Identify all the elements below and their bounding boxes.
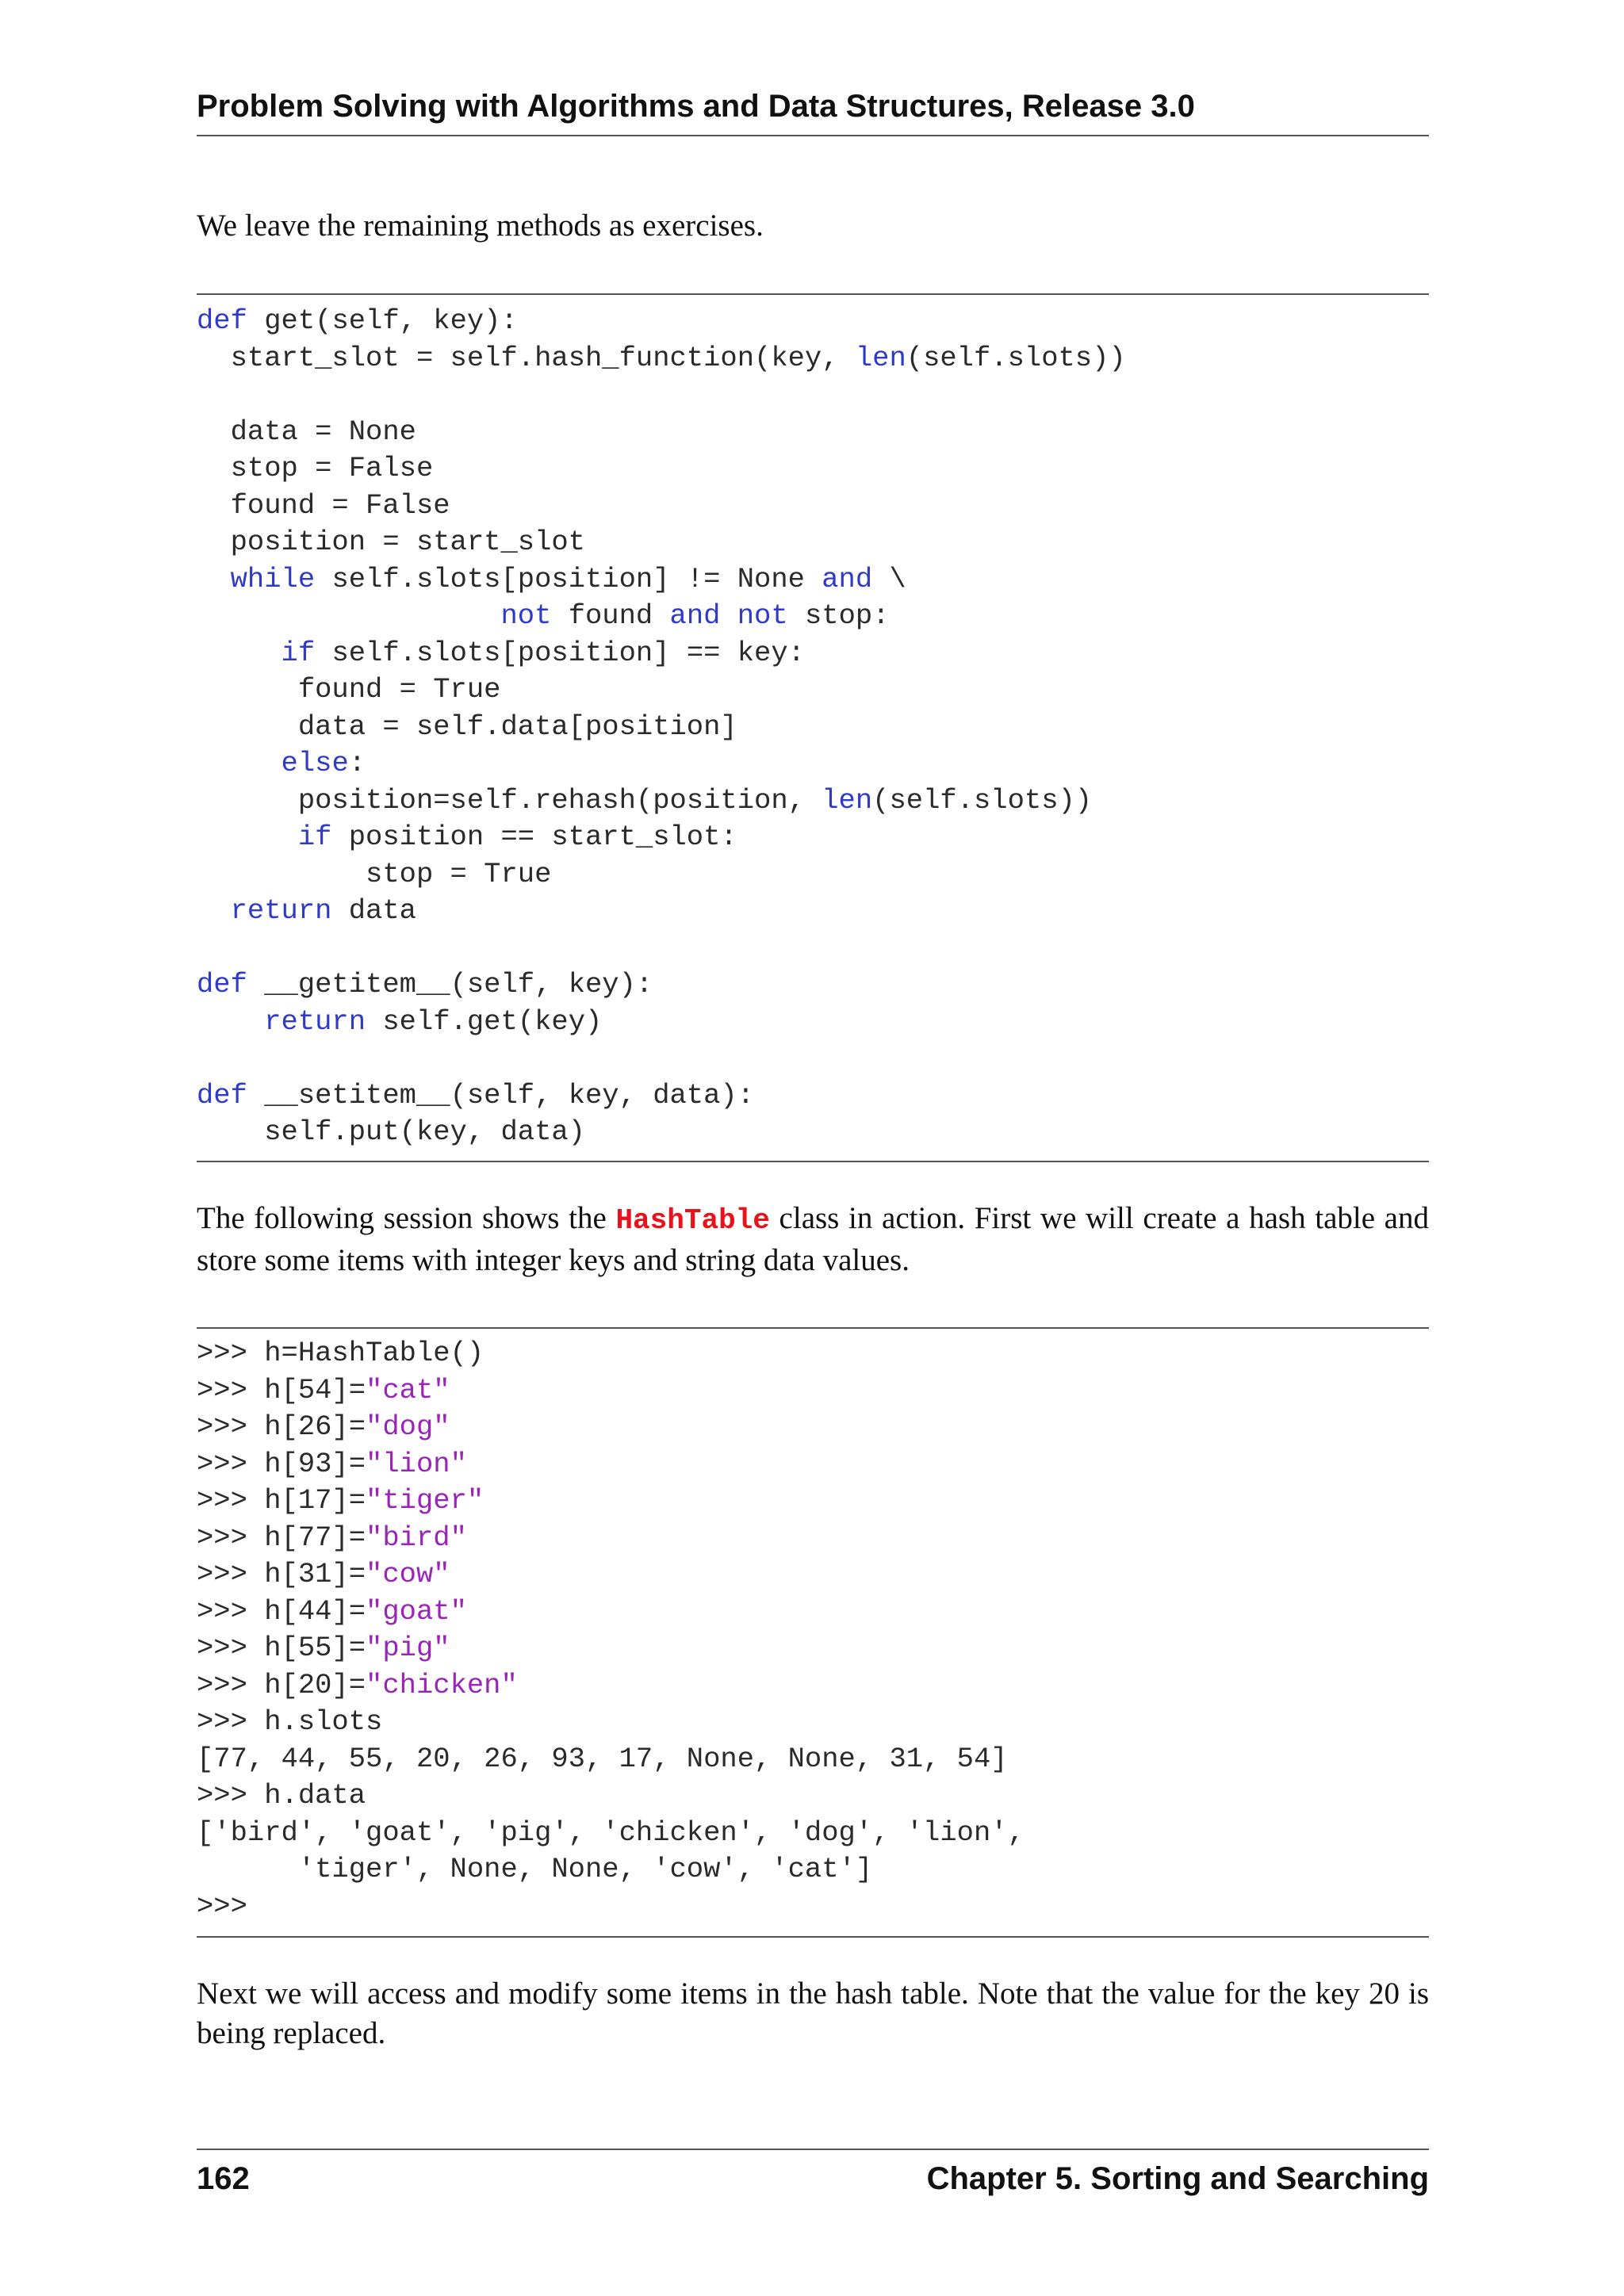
code-line	[197, 1004, 602, 1041]
code-text: >>> h[44]=	[197, 1594, 366, 1628]
session-intro-text-a: The following session shows the	[197, 1201, 616, 1235]
code-line	[197, 1741, 1008, 1778]
code-line	[197, 966, 653, 1004]
code-text: >>> h[77]=	[197, 1521, 366, 1554]
code-text: position = start_slot	[197, 526, 585, 558]
code-text	[197, 563, 231, 595]
code-text: >>> h[17]=	[197, 1484, 366, 1517]
code-text: >>> h[93]=	[197, 1447, 366, 1480]
code-text: data = self.data[position]	[197, 710, 737, 743]
code-text: >>> h.data	[197, 1779, 366, 1812]
code-string: "cat"	[366, 1373, 450, 1406]
code-text: stop = True	[197, 857, 552, 890]
code-text: start_slot = self.hash_function(key,	[197, 341, 856, 374]
code-keyword: len	[855, 341, 906, 374]
code-keyword: return	[230, 894, 332, 927]
code-text: >>> h.slots	[197, 1705, 383, 1738]
code-text: data	[331, 894, 416, 927]
code-line	[197, 1114, 585, 1151]
code-line	[197, 709, 737, 746]
running-header-title: Problem Solving with Algorithms and Data Structures, Release 3.0	[197, 89, 1195, 124]
code-keyword: not	[500, 599, 552, 632]
code-line	[197, 450, 433, 488]
code-keyword: and	[669, 599, 721, 632]
footer-chapter-title: Chapter 5. Sorting and Searching	[926, 2161, 1429, 2196]
code-text	[197, 747, 282, 779]
code-line	[197, 1851, 872, 1888]
code-line	[197, 488, 450, 525]
code-line	[197, 1815, 1025, 1852]
code-line	[197, 1520, 467, 1557]
code-line	[197, 635, 805, 672]
code-line	[197, 893, 416, 930]
code-line	[197, 561, 906, 599]
footer-rule	[197, 2149, 1429, 2150]
code-keyword: else	[281, 747, 349, 779]
header-rule	[197, 135, 1429, 136]
code-line	[197, 1704, 382, 1741]
code-text: >>>	[197, 1889, 247, 1923]
code-string: "dog"	[366, 1410, 450, 1443]
code-text: position == start_slot:	[331, 821, 737, 853]
code-block-get-getitem-setitem	[197, 303, 1429, 1159]
code-keyword: return	[264, 1004, 366, 1038]
code-text	[197, 637, 282, 669]
code-text: __setitem__(self, key, data):	[247, 1078, 755, 1112]
code-line	[197, 1409, 450, 1446]
code-line	[197, 1888, 247, 1926]
code-line	[197, 340, 1126, 377]
code-line	[197, 1372, 450, 1410]
code-text: self.get(key)	[366, 1004, 603, 1038]
code-line	[197, 1335, 484, 1372]
code-text: self.slots[position] != None	[315, 562, 822, 595]
code-string: "chicken"	[366, 1668, 518, 1701]
code-text	[197, 599, 500, 632]
code-text: found = True	[197, 673, 501, 706]
page-number: 162	[197, 2161, 250, 2196]
code-text: self.slots[position] == key:	[315, 636, 805, 669]
code-text: >>> h=HashTable()	[197, 1337, 485, 1369]
code-line	[197, 524, 585, 561]
code-text: stop = False	[197, 452, 434, 484]
inline-code-hashtable: HashTable	[615, 1204, 770, 1237]
code-text: found = False	[197, 488, 450, 522]
code-text: data = None	[197, 415, 416, 448]
code-text: __getitem__(self, key):	[247, 968, 653, 1001]
code-text: \	[872, 562, 906, 595]
code-keyword: if	[297, 821, 332, 853]
code-line	[197, 819, 737, 856]
code-text	[197, 821, 298, 853]
code-text: (self.slots))	[906, 341, 1126, 374]
code-block-1-top-rule	[197, 293, 1429, 295]
code-keyword: len	[822, 783, 873, 817]
code-text: found	[551, 599, 670, 632]
code-block-2-top-rule	[197, 1327, 1429, 1329]
code-keyword: not	[737, 599, 788, 632]
code-string: "pig"	[366, 1632, 450, 1664]
code-text: get(self, key):	[247, 304, 518, 337]
code-line	[197, 1630, 450, 1667]
intro-paragraph: We leave the remaining methods as exercises.	[197, 209, 764, 243]
code-block-2-bottom-rule	[197, 1936, 1429, 1938]
code-text: position=self.rehash(position,	[197, 783, 822, 817]
code-line	[197, 1777, 366, 1815]
code-line	[197, 783, 1092, 820]
code-keyword: def	[197, 968, 247, 1001]
code-keyword: def	[197, 1078, 247, 1112]
code-text: (self.slots))	[872, 783, 1093, 817]
code-string: "bird"	[366, 1521, 467, 1554]
code-text: >>> h[54]=	[197, 1373, 366, 1406]
code-line	[197, 1446, 467, 1483]
code-line	[197, 598, 890, 635]
code-line	[197, 1483, 484, 1520]
code-keyword: def	[197, 304, 247, 337]
code-keyword: if	[281, 636, 316, 669]
code-text: ['bird', 'goat', 'pig', 'chicken', 'dog', 'lion',	[197, 1816, 1025, 1849]
code-line	[197, 1556, 450, 1594]
code-string: "tiger"	[366, 1484, 485, 1517]
session-intro-paragraph	[197, 1199, 1429, 1280]
code-string: "cow"	[366, 1558, 450, 1590]
code-string: "lion"	[366, 1447, 467, 1480]
code-block-1-bottom-rule	[197, 1161, 1429, 1162]
code-text	[720, 599, 737, 632]
code-line	[197, 745, 366, 783]
code-text: >>> h[20]=	[197, 1668, 366, 1701]
code-line	[197, 1077, 754, 1115]
code-text: stop:	[787, 599, 890, 632]
code-keyword: and	[822, 562, 873, 595]
code-text: self.put(key, data)	[197, 1115, 585, 1148]
code-line	[197, 672, 500, 709]
code-line	[197, 303, 518, 340]
code-line	[197, 856, 551, 894]
code-text: :	[348, 747, 366, 779]
access-modify-paragraph: Next we will access and modify some items in the hash table. Note that the value for the key 20 is being replaced.	[197, 1976, 1429, 2050]
session-intro-text-b: class in action. First we will create a hash table and store some items with integer keys and string data values.	[197, 1201, 1429, 1277]
code-text: >>> h[26]=	[197, 1410, 366, 1443]
code-block-session	[197, 1335, 1429, 1938]
code-text: [77, 44, 55, 20, 26, 93, 17, None, None, 31, 54]	[197, 1742, 1008, 1775]
code-line	[197, 1667, 518, 1705]
code-line	[197, 1594, 467, 1631]
code-string: "goat"	[366, 1594, 467, 1628]
code-text	[197, 894, 231, 927]
code-text	[197, 1005, 264, 1038]
code-text: >>> h[31]=	[197, 1558, 366, 1590]
code-text: 'tiger', None, None, 'cow', 'cat']	[197, 1853, 873, 1885]
code-line	[197, 414, 416, 451]
code-keyword: while	[230, 562, 316, 595]
code-text: >>> h[55]=	[197, 1632, 366, 1664]
